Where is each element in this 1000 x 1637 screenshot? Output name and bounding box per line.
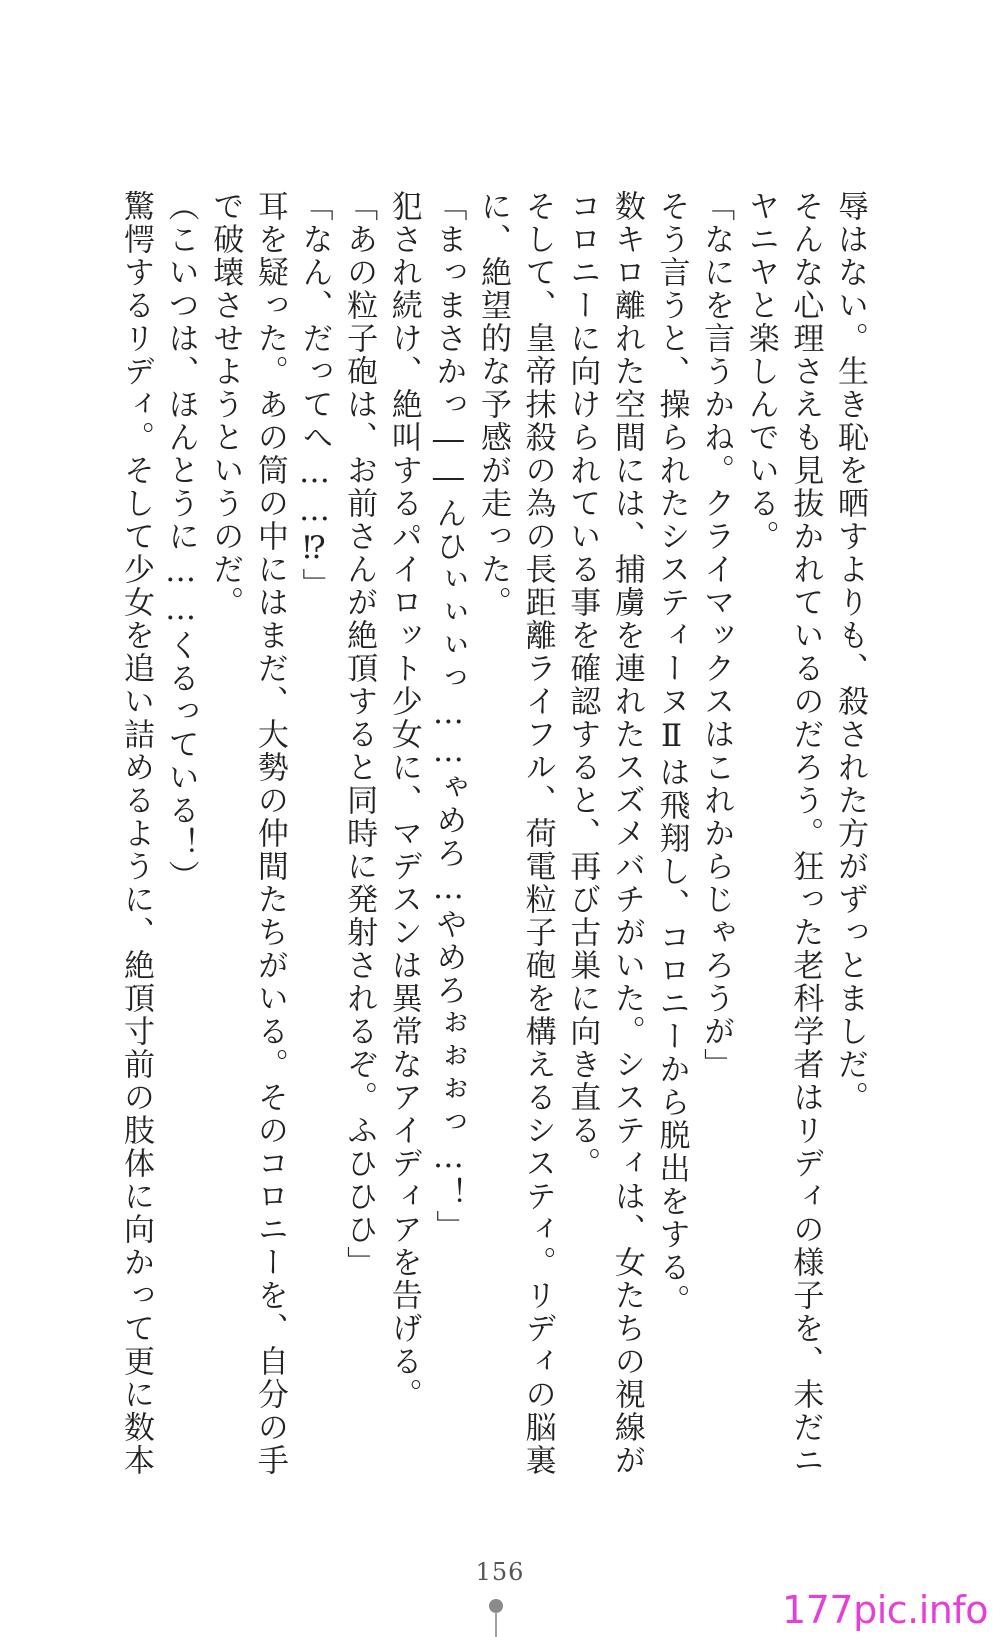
text-column: コロニーに向けられている事を確認すると、再び古巣に向き直る。 xyxy=(564,190,601,1180)
page-number: 156 xyxy=(475,1558,525,1586)
text-column: で破壊させようというのだ。 xyxy=(207,190,244,619)
text-column: 「なん、だってへ……⁉」 xyxy=(296,190,333,601)
text-column: 「まっまさかっ――んひぃぃぃっ……ゃめろ…やめろぉぉぉっ…！」 xyxy=(430,190,467,1243)
text-column: 「あの粒子砲は、お前さんが絶頂すると同時に発射されるぞ。ふひひひ」 xyxy=(341,190,378,1279)
text-column: そんな心理さえも見抜かれているのだろう。狂った老科学者はリディの様子を、未だニ xyxy=(787,190,824,1477)
text-column: 数キロ離れた空間には、捕虜を連れたスズメバチがいた。システィは、女たちの視線が xyxy=(608,190,645,1477)
vertical-text-body xyxy=(118,190,868,1477)
page-marker-line xyxy=(495,1612,497,1637)
text-column: そう言うと、操られたシスティーヌⅡは飛翔し、コロニーから脱出をする。 xyxy=(653,190,690,1317)
text-column: 犯され続け、絶叫するパイロット少女に、マデスンは異常なアイディアを告げる。 xyxy=(385,190,422,1411)
text-column: 驚愕するリディ。そして少女を追い詰めるように、絶頂寸前の肢体に向かって更に数本 xyxy=(118,190,154,1477)
watermark-logo: 177pic.info xyxy=(782,1588,988,1632)
text-column: 「なにを言うかね。クライマックスはこれからじゃろうが」 xyxy=(698,190,735,1081)
text-column: そして、皇帝抹殺の為の長距離ライフル、荷電粒子砲を構えるシスティ。リディの脳裏 xyxy=(519,190,556,1477)
text-column: ヤニヤと楽しんでいる。 xyxy=(742,190,779,553)
text-column: 辱はない。生き恥を晒すよりも、殺された方がずっとましだ。 xyxy=(832,190,868,1114)
page-marker-dot-icon xyxy=(489,1599,503,1613)
text-column: （こいつは、ほんとうに……くるっている！） xyxy=(162,190,199,893)
text-column: に、絶望的な予感が走った。 xyxy=(475,190,511,619)
text-column: 耳を疑った。あの筒の中にはまだ、大勢の仲間たちがいる。そのコロニーを、自分の手 xyxy=(251,190,288,1477)
